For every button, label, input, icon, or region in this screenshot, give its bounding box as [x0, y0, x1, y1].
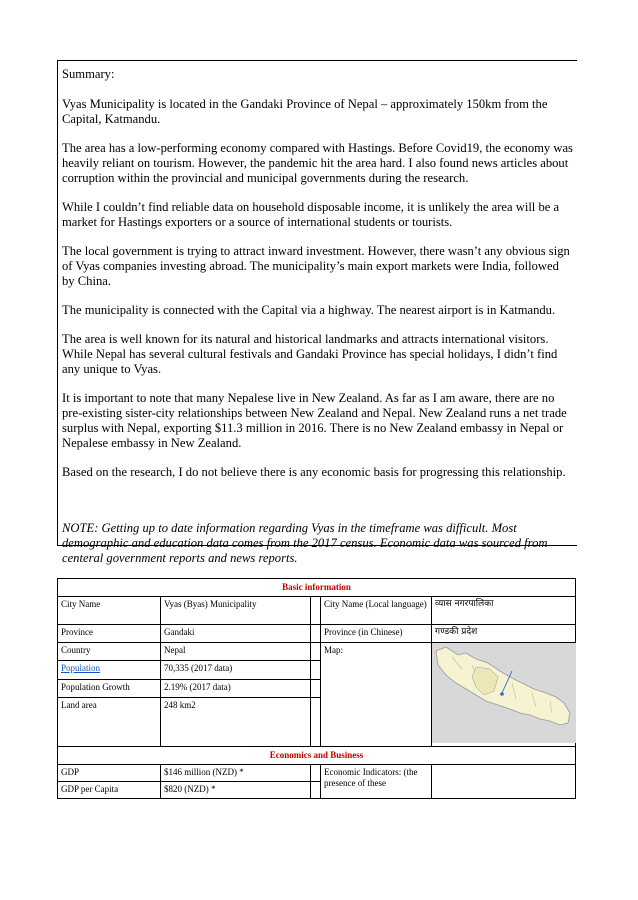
economic-indicators-value	[432, 765, 576, 799]
summary-paragraph-transport: The municipality is connected with the Capital via a highway. The nearest airport is in Katmandu.	[62, 303, 556, 317]
spacer-cell	[311, 698, 321, 747]
spacer-cell	[311, 782, 321, 799]
gdp-value: $146 million (NZD) *	[161, 765, 311, 782]
summary-heading: Summary:	[62, 67, 115, 81]
province-value: Gandaki	[161, 625, 311, 643]
gdp-per-capita-label: GDP per Capita	[58, 782, 161, 799]
summary-paragraph-conclusion: Based on the research, I do not believe there is any economic basis for progressing this relationship.	[62, 465, 566, 479]
spacer-cell	[311, 597, 321, 625]
summary-paragraph-economy: The area has a low-performing economy compared with Hastings. Before Covid19, the economy was heavily reliant on tourism. However, the pandemic hit the area hard. I also found news articles about corruption within the provincial and municipal governments during the research.	[62, 141, 573, 185]
land-area-value: 248 km2	[161, 698, 311, 747]
summary-paragraph-income: While I couldn’t find reliable data on household disposable income, it is unlikely the area will be a market for Hastings exporters or a source of international students or tourists.	[62, 200, 560, 229]
spacer-cell	[311, 661, 321, 679]
summary-box	[57, 60, 577, 565]
city-name-value: Vyas (Byas) Municipality	[161, 597, 311, 625]
spacer-cell	[311, 625, 321, 643]
spacer-cell	[311, 679, 321, 697]
economics-business-header: Economics and Business	[58, 747, 576, 765]
country-label: Country	[58, 643, 161, 661]
gdp-label: GDP	[58, 765, 161, 782]
summary-paragraph-investment: The local government is trying to attract inward investment. However, there wasn’t any obvious sign of Vyas companies investing abroad. The municipality’s main export markets were India, followed by China.	[62, 244, 570, 288]
city-name-label: City Name	[58, 597, 161, 625]
gdp-per-capita-value: $820 (NZD) *	[161, 782, 311, 799]
country-value: Nepal	[161, 643, 311, 661]
population-label[interactable]	[58, 661, 161, 679]
economic-indicators-label: Economic Indicators: (the presence of these	[321, 765, 432, 799]
summary-paragraph-location: Vyas Municipality is located in the Gandaki Province of Nepal – approximately 150km from the Capital, Katmandu.	[62, 97, 548, 126]
summary-paragraph-landmarks: The area is well known for its natural and historical landmarks and attracts international visitors. While Nepal has several cultural festivals and Gandaki Province has special holidays, I didn’t find any unique to Vyas.	[62, 332, 558, 376]
province-chinese-value: गण्डकी प्रदेश	[432, 625, 576, 643]
population-growth-label: Population Growth	[58, 679, 161, 697]
land-area-label: Land area	[58, 698, 161, 747]
population-value: 70,335 (2017 data)	[161, 661, 311, 679]
city-local-name-value: व्यास नगरपालिका	[432, 597, 576, 625]
city-local-name-label: City Name (Local language)	[321, 597, 432, 625]
map-label: Map:	[321, 643, 432, 747]
summary-paragraph-nz-relations: It is important to note that many Nepalese live in New Zealand. As far as I am aware, there are no pre-existing sister-city relationships between New Zealand and Nepal. New Zealand runs a net trade surplus with Nepal, exporting $11.3 million in 2016. There is no New Zealand embassy in Nepal or Nepalese embassy in New Zealand.	[62, 391, 567, 450]
province-label: Province	[58, 625, 161, 643]
basic-information-header: Basic information	[58, 579, 576, 597]
population-link[interactable]: Population	[61, 663, 101, 674]
spacer-cell	[311, 643, 321, 661]
vyas-location-marker	[500, 692, 504, 696]
map-cell	[432, 643, 576, 747]
nepal-map-image	[432, 643, 576, 743]
spacer-cell	[311, 765, 321, 782]
province-chinese-label: Province (in Chinese)	[321, 625, 432, 643]
summary-note: NOTE: Getting up to date information regarding Vyas in the timeframe was difficult. Most demographic and education data comes from the 2017 census. Economic data was sourced from centeral government reports and news reports.	[62, 521, 548, 565]
population-growth-value: 2.19% (2017 data)	[161, 679, 311, 697]
basic-information-table	[57, 578, 576, 799]
